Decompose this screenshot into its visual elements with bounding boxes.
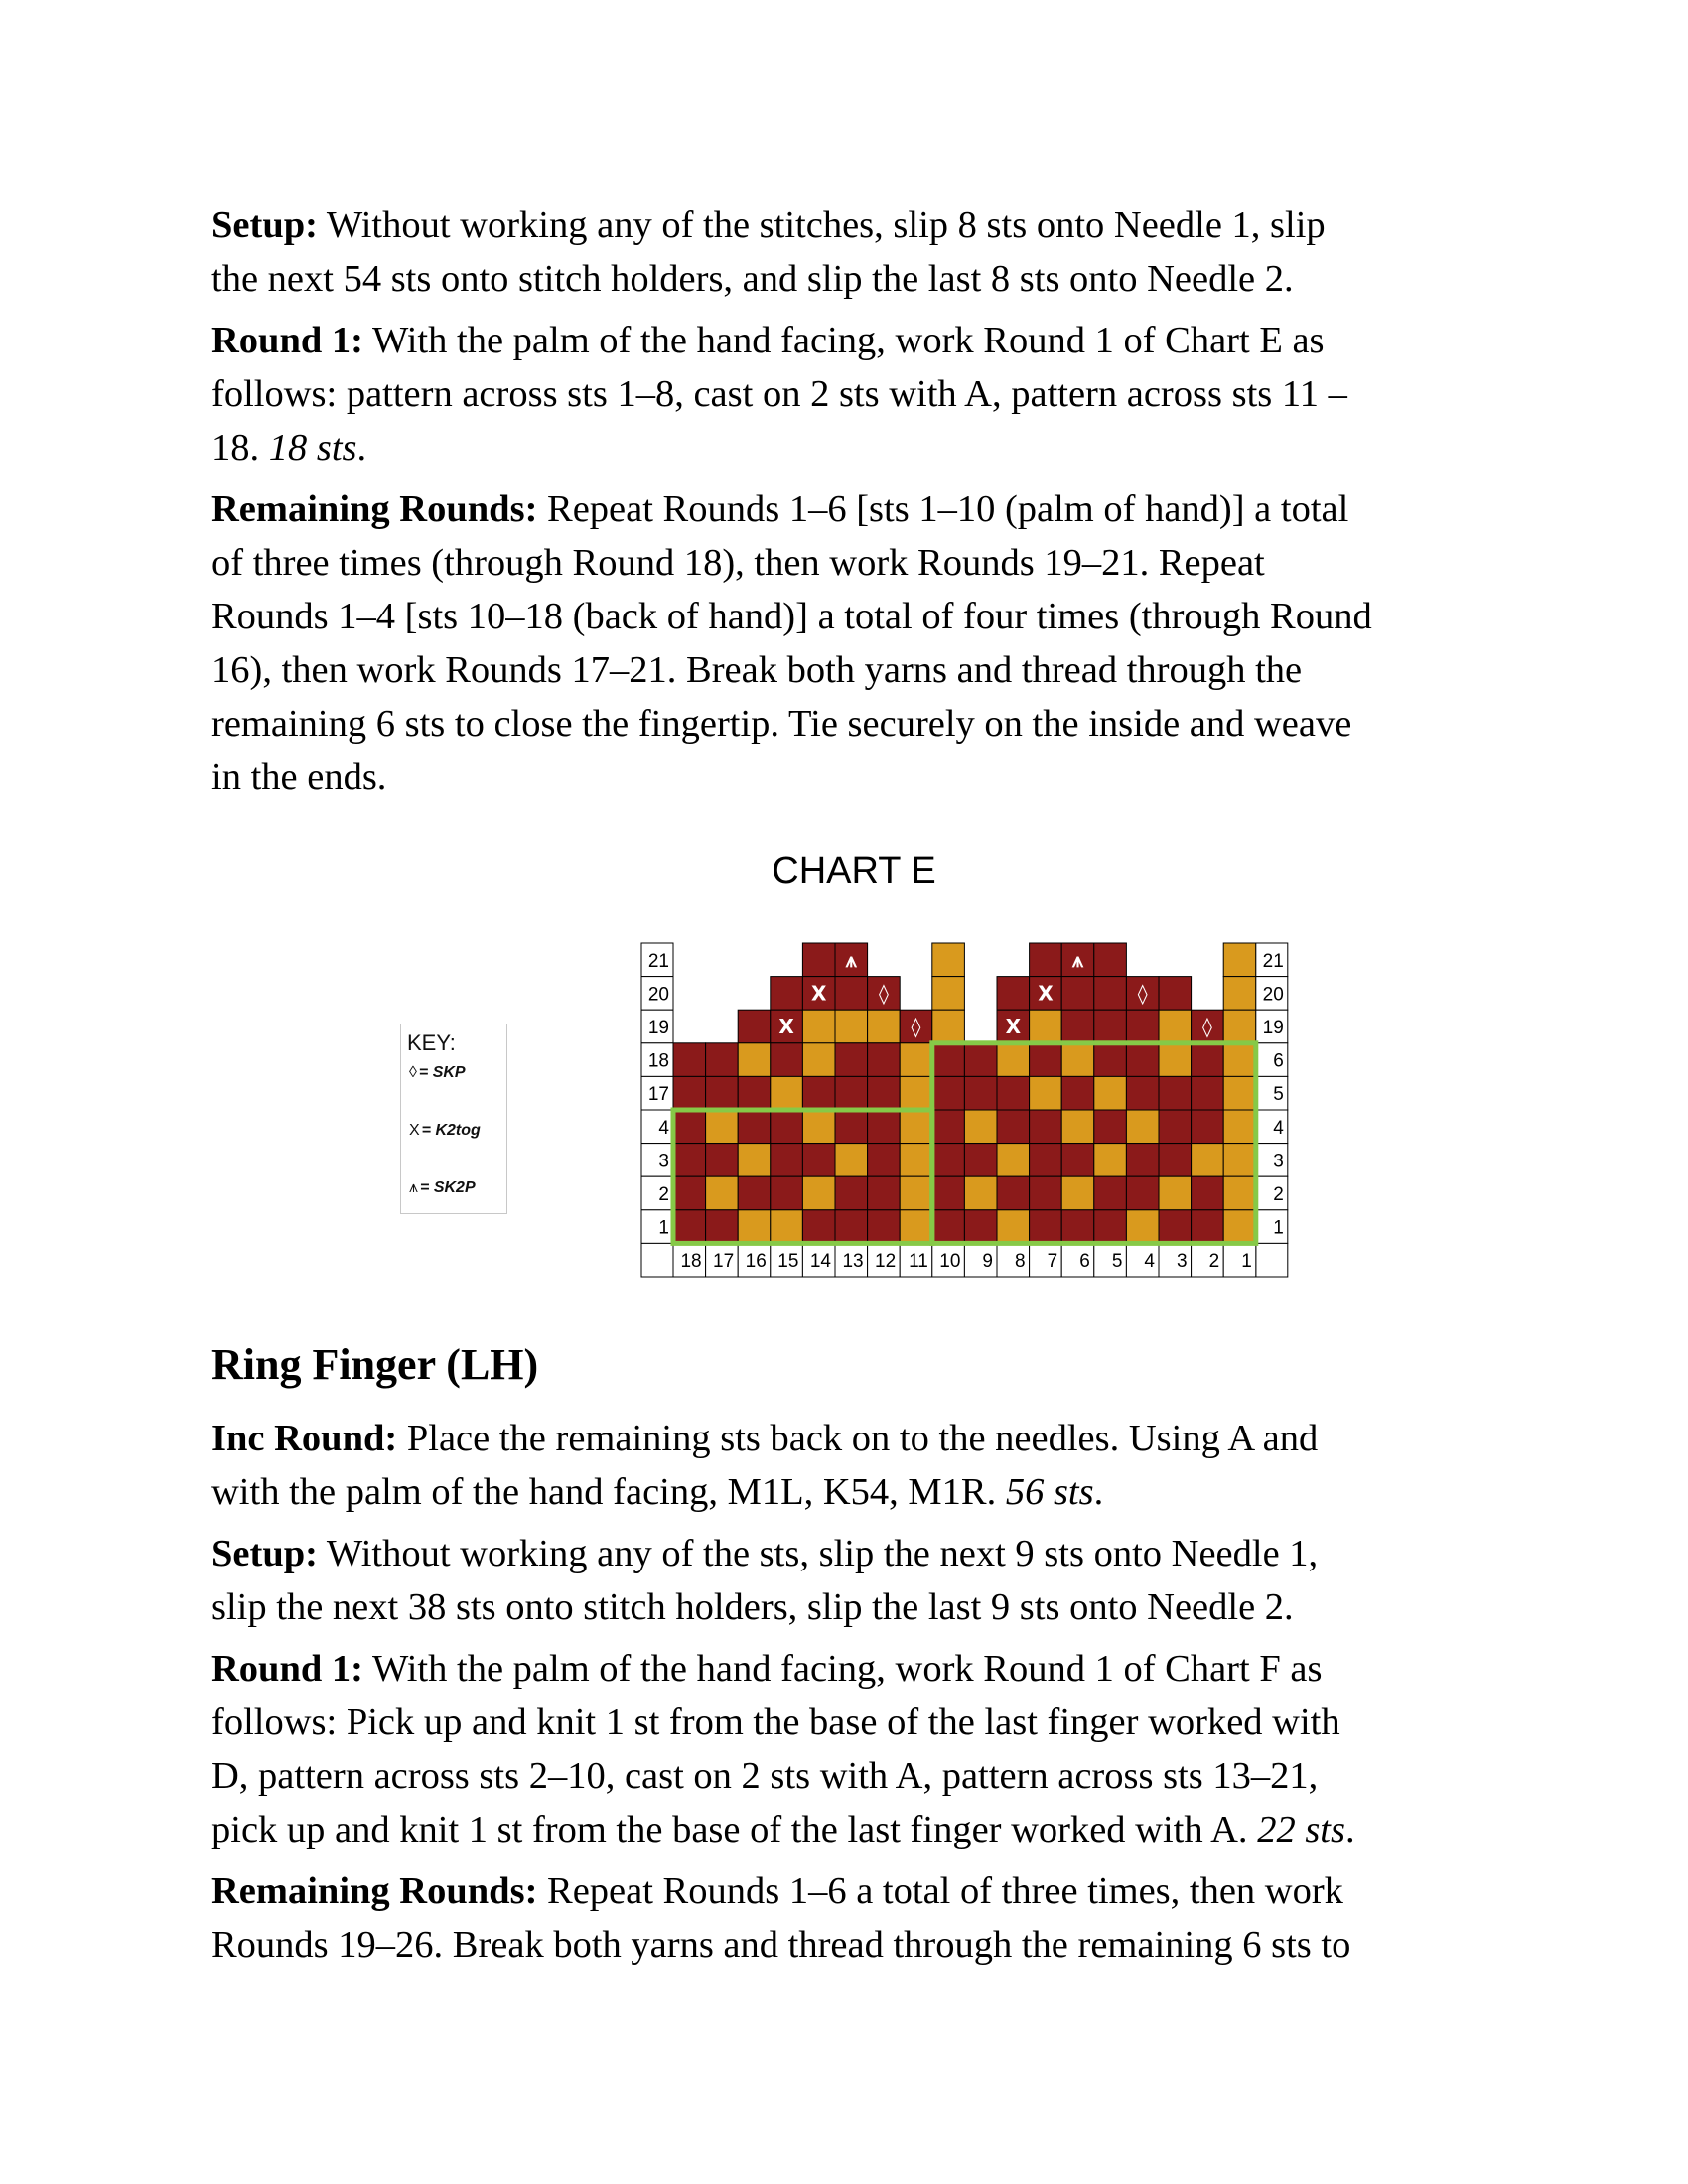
chart-cell [1061,1210,1094,1244]
column-label: 1 [1241,1251,1252,1273]
chart-cell [1094,1043,1127,1077]
column-label: 6 [1079,1251,1090,1273]
chart-cell [835,1010,868,1043]
chart-cell [997,1043,1030,1077]
chart-cell [1223,1043,1256,1077]
row-label-left: 21 [647,950,669,972]
ring-round1-line-1: With the palm of the hand facing, work Round 1 of Chart F as [371,1648,1323,1690]
column-label: 15 [777,1251,799,1273]
column-label: 8 [1015,1251,1026,1273]
row-label-right: 6 [1273,1050,1284,1072]
chart-cell [1223,1110,1256,1144]
row-label-right: 1 [1273,1217,1284,1239]
chart-cell [868,1210,901,1244]
inc-round-paragraph [211,1412,1492,1519]
chart-cell [1094,943,1127,977]
chart-cell [835,977,868,1011]
chart-cell [932,1176,965,1210]
chart-cell [1192,1043,1224,1077]
chart-cell [964,1210,997,1244]
chart-cell [802,1010,835,1043]
chart-cell [900,1210,932,1244]
round1-label: Round 1: [211,320,363,361]
chart-symbol: ◊ [911,1015,921,1038]
chart-cell [771,1076,803,1110]
chart-cell [1030,1076,1062,1110]
column-label: 17 [713,1251,735,1273]
chart-cell [1094,1144,1127,1177]
ring-setup-paragraph [211,1527,1492,1634]
chart-cell [932,943,965,977]
chart-symbol: ⩚ [1071,947,1084,972]
chart-cell [932,977,965,1011]
chart-cell [738,1176,771,1210]
chart-cell [1030,1010,1062,1043]
row-label-right: 4 [1273,1117,1284,1139]
chart-cell [1223,1176,1256,1210]
column-label: 7 [1047,1251,1058,1273]
chart-cell [802,1110,835,1144]
chart-cell [997,1110,1030,1144]
chart-cell [900,1176,932,1210]
chart-cell [1094,1110,1127,1144]
chart-cell [673,1176,706,1210]
ring-round1-line-2: follows: Pick up and knit 1 st from the base of the last finger worked with [211,1702,1340,1743]
chart-cell [1159,1176,1192,1210]
chart-cell [802,1043,835,1077]
chart-symbol: ◊ [878,981,889,1006]
row-label-right: 2 [1273,1184,1284,1205]
chart-cell [771,1110,803,1144]
skp-text: = SKP [418,1064,466,1081]
chart-cell [932,1076,965,1110]
key-title: KEY: [407,1030,456,1055]
chart-cell [673,1076,706,1110]
chart-cell [835,1144,868,1177]
chart-cell [900,1144,932,1177]
chart-cell [706,1110,739,1144]
chart-symbol: X [810,981,827,1006]
row-label-left: 3 [658,1151,669,1172]
chart-cell [738,1010,771,1043]
chart-cell [1061,1110,1094,1144]
chart-cell [1192,1144,1224,1177]
round1-line-1: With the palm of the hand facing, work Round 1 of Chart E as [371,320,1325,361]
chart-cell [802,943,835,977]
chart-symbol: X [1005,1015,1022,1038]
row-label-left: 4 [658,1117,669,1139]
chart-cell [1126,1176,1159,1210]
chart-cell [964,1076,997,1110]
chart-cell [771,1210,803,1244]
column-label: 14 [809,1251,831,1273]
chart-cell [706,1076,739,1110]
chart-cell [1126,1010,1159,1043]
setup-line-1: Without working any of the stitches, slip 8 sts onto Needle 1, slip [326,205,1326,246]
row-label-right: 21 [1262,950,1284,972]
chart-cell [868,1110,901,1144]
chart-cell [1223,1210,1256,1244]
setup-line-2: the next 54 sts onto stitch holders, and slip the last 8 sts onto Needle 2. [211,258,1294,300]
chart-cell [706,1043,739,1077]
skp-symbol: ◊ [409,1064,417,1081]
sk2p-symbol: ⩚ [409,1179,419,1196]
chart-cell [738,1043,771,1077]
ring-round1-tail: . [1344,1809,1355,1850]
corner-cell [1256,1243,1288,1277]
chart-cell [1159,1110,1192,1144]
column-label: 18 [680,1251,702,1273]
chart-cell [932,1110,965,1144]
k2tog-symbol: X [409,1122,420,1139]
chart-cell [802,1210,835,1244]
column-label: 12 [875,1251,897,1273]
chart-cell [1192,1210,1224,1244]
row-label-left: 1 [658,1217,669,1239]
chart-cell [673,1043,706,1077]
chart-cell [997,1176,1030,1210]
chart-cell [706,1210,739,1244]
chart-cell [997,1144,1030,1177]
chart-cell [771,1043,803,1077]
chart-symbol: ◊ [1137,981,1148,1006]
chart-cell [997,1210,1030,1244]
chart-cell [706,1144,739,1177]
row-label-left: 19 [647,1018,669,1038]
chart-cell [802,1076,835,1110]
ring-remaining-line-2: Rounds 19–26. Break both yarns and thread through the remaining 6 sts to [211,1924,1351,1966]
chart-cell [835,1076,868,1110]
chart-cell [835,1176,868,1210]
chart-cell [1030,1144,1062,1177]
chart-cell [738,1210,771,1244]
column-label: 11 [909,1251,928,1273]
inc-round-label: Inc Round: [211,1418,398,1459]
chart-cell [802,1144,835,1177]
ring-setup-line-2: slip the next 38 sts onto stitch holders, slip the last 9 sts onto Needle 2. [211,1586,1294,1628]
chart-cell [1192,1176,1224,1210]
chart-cell [673,1210,706,1244]
remaining-line-2: of three times (through Round 18), then work Rounds 19–21. Repeat [211,542,1265,584]
chart-cell [673,1110,706,1144]
row-label-right: 19 [1262,1018,1284,1038]
remaining-line-3: Rounds 1–4 [sts 10–18 (back of hand)] a total of four times (through Round [211,596,1372,637]
chart-cell [1030,1043,1062,1077]
chart-symbol: ⩚ [845,947,857,972]
column-label: 16 [745,1251,767,1273]
chart-cell [1159,977,1192,1011]
remaining-rounds-label: Remaining Rounds: [211,488,538,530]
column-label: 3 [1177,1251,1188,1273]
chart-cell [1159,1010,1192,1043]
section-heading: Ring Finger (LH) [211,1340,539,1389]
row-label-right: 3 [1273,1151,1284,1172]
chart-cell [868,1043,901,1077]
chart-cell [1030,1176,1062,1210]
chart-cell [1223,1144,1256,1177]
chart-cell [900,1076,932,1110]
inc-round-line-1: Place the remaining sts back on to the needles. Using A and [406,1418,1319,1459]
chart-cell [1094,1176,1127,1210]
chart-cell [1126,1144,1159,1177]
ring-round1-paragraph [211,1642,1492,1856]
chart-cell [1094,1210,1127,1244]
ring-setup-line-1: Without working any of the sts, slip the next 9 sts onto Needle 1, [326,1533,1319,1574]
chart-cell [868,1176,901,1210]
ring-remaining-label: Remaining Rounds: [211,1870,538,1912]
chart-cell [1030,1110,1062,1144]
chart-cell [1159,1144,1192,1177]
row-label-right: 5 [1273,1084,1284,1106]
chart-cell [932,1144,965,1177]
ring-remaining-paragraph [211,1864,1492,1972]
sk2p-text: = SK2P [420,1179,476,1196]
inc-round-stitch-count: 56 sts [1005,1471,1094,1513]
chart-cell [673,1144,706,1177]
k2tog-text: = K2tog [421,1122,481,1139]
round1-line-2: follows: pattern across sts 1–8, cast on 2 sts with A, pattern across sts 11 – [211,373,1347,415]
chart-cell [900,1043,932,1077]
remaining-line-5: remaining 6 sts to close the fingertip. Tie securely on the inside and weave [211,703,1352,745]
chart-cell [738,1110,771,1144]
chart-cell [868,1010,901,1043]
chart-cell [932,1010,965,1043]
chart-cell [771,1176,803,1210]
row-label-left: 18 [647,1050,669,1072]
ring-setup-label: Setup: [211,1533,318,1574]
chart-cell [932,1043,965,1077]
remaining-line-6: in the ends. [211,756,387,798]
chart-cell [1159,1076,1192,1110]
chart-cell [1030,1210,1062,1244]
chart-cell [1094,1076,1127,1110]
chart-cell [835,1210,868,1244]
chart-cell [997,1076,1030,1110]
chart-cell [1061,977,1094,1011]
chart-cell [1223,1010,1256,1043]
chart-cell [868,1076,901,1110]
chart-cell [1094,977,1127,1011]
chart-cell [738,1144,771,1177]
chart-cell [1223,1076,1256,1110]
chart-cell [1192,1076,1224,1110]
chart-cell [964,1110,997,1144]
chart-symbol: X [1038,981,1054,1006]
round1-line-3: 18. [211,427,260,469]
chart-cell [868,1144,901,1177]
chart-cell [1159,1210,1192,1244]
chart-cell [1126,1210,1159,1244]
chart-cell [964,1043,997,1077]
chart-cell [1223,977,1256,1011]
inc-round-line-2: with the palm of the hand facing, M1L, K54, M1R. [211,1471,997,1513]
chart-cell [1192,1110,1224,1144]
chart-cell [738,1076,771,1110]
chart-cell [1159,1043,1192,1077]
row-label-left: 17 [647,1084,669,1106]
chart-cell [771,1144,803,1177]
column-label: 10 [939,1251,961,1273]
chart-cell [1061,1076,1094,1110]
remaining-line-4: 16), then work Rounds 17–21. Break both yarns and thread through the [211,649,1303,691]
ring-round1-stitch-count: 22 sts [1257,1809,1345,1850]
chart-cell [1126,1076,1159,1110]
ring-round1-line-3: D, pattern across sts 2–10, cast on 2 sts with A, pattern across sts 13–21, [211,1755,1319,1797]
round1-tail: . [356,427,367,469]
column-label: 5 [1111,1251,1123,1273]
row-label-right: 20 [1262,984,1284,1006]
chart-cell [1223,943,1256,977]
inc-round-tail: . [1093,1471,1104,1513]
chart-cell [997,977,1030,1011]
chart-cell [1061,1144,1094,1177]
corner-cell [641,1243,673,1277]
chart-cell [964,1144,997,1177]
chart-cell [932,1210,965,1244]
round1-stitch-count: 18 sts [268,427,357,469]
chart-symbol: X [778,1015,794,1038]
chart-cell [1030,943,1062,977]
chart-cell [1126,1110,1159,1144]
chart-cell [1061,1043,1094,1077]
column-label: 4 [1144,1251,1155,1273]
chart-cell [835,1043,868,1077]
column-label: 9 [982,1251,993,1273]
chart-cell [900,1110,932,1144]
chart-title: CHART E [772,850,936,891]
column-label: 2 [1208,1251,1220,1273]
ring-round1-line-4: pick up and knit 1 st from the base of the last finger worked with A. [211,1809,1248,1850]
chart-cell [964,1176,997,1210]
chart-cell [1061,1176,1094,1210]
chart-cell [835,1110,868,1144]
setup-label: Setup: [211,205,318,246]
chart-symbol: ◊ [1201,1015,1212,1038]
chart-cell [802,1176,835,1210]
chart-cell [1126,1043,1159,1077]
column-label: 13 [842,1251,864,1273]
chart-cell [771,977,803,1011]
row-label-left: 2 [658,1184,669,1205]
ring-remaining-line-1: Repeat Rounds 1–6 a total of three times, then work [547,1870,1343,1912]
row-label-left: 20 [647,984,669,1006]
chart-cell [1094,1010,1127,1043]
chart-cell [706,1176,739,1210]
ring-round1-label: Round 1: [211,1648,363,1690]
chart-cell [1061,1010,1094,1043]
remaining-line-1: Repeat Rounds 1–6 [sts 1–10 (palm of hand)] a total [547,488,1349,530]
